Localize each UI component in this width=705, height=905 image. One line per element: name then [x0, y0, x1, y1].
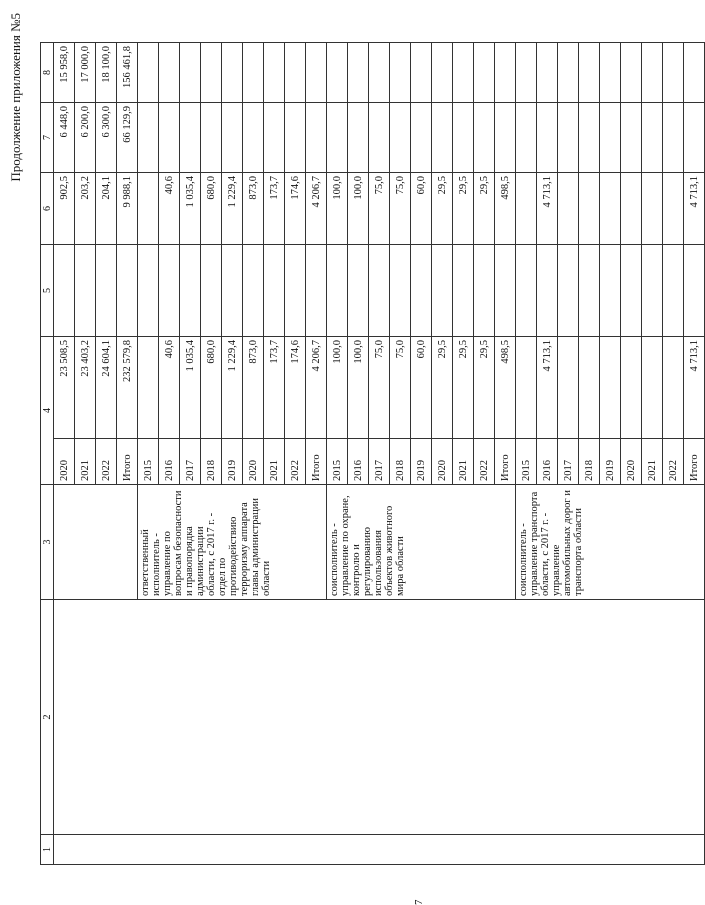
value-cell-c7: [558, 103, 579, 173]
value-cell-c8: [432, 43, 453, 103]
header-row: [41, 43, 54, 865]
value-cell-c8: [138, 43, 159, 103]
year-cell: Итого: [495, 439, 516, 485]
value-cell-c4: [138, 337, 159, 439]
value-cell-c7: [243, 103, 264, 173]
value-cell-c7: 6 300,0: [96, 103, 117, 173]
value-cell-c5: [180, 245, 201, 337]
executor-cell: соисполнитель - управление транспорта области, с 2017 г. - управление автомобильных дорог и транспорта области: [516, 485, 705, 600]
value-cell-c4: 173,7: [264, 337, 285, 439]
value-cell-c7: [453, 103, 474, 173]
value-cell-c4: [600, 337, 621, 439]
value-cell-c4: [642, 337, 663, 439]
value-cell-c5: [432, 245, 453, 337]
value-cell-c8: [306, 43, 327, 103]
value-cell-c6: 173,7: [264, 173, 285, 245]
page-number: 7: [413, 899, 425, 905]
value-cell-c5: [558, 245, 579, 337]
value-cell-c5: [516, 245, 537, 337]
value-cell-c8: [411, 43, 432, 103]
value-cell-c5: [495, 245, 516, 337]
value-cell-c6: [642, 173, 663, 245]
year-cell: 2017: [180, 439, 201, 485]
year-cell: 2015: [516, 439, 537, 485]
value-cell-c7: [264, 103, 285, 173]
value-cell-c5: [579, 245, 600, 337]
value-cell-c7: [663, 103, 684, 173]
value-cell-c6: [600, 173, 621, 245]
value-cell-c5: [138, 245, 159, 337]
value-cell-c4: 75,0: [390, 337, 411, 439]
value-cell-c4: [516, 337, 537, 439]
value-cell-c6: 498,5: [495, 173, 516, 245]
year-cell: 2020: [243, 439, 264, 485]
table-row: [54, 43, 75, 865]
value-cell-c7: [474, 103, 495, 173]
year-cell: 2019: [411, 439, 432, 485]
value-cell-c6: [621, 173, 642, 245]
value-cell-c5: [348, 245, 369, 337]
value-cell-c8: [684, 43, 705, 103]
value-cell-c8: [579, 43, 600, 103]
value-cell-c6: [516, 173, 537, 245]
value-cell-c5: [684, 245, 705, 337]
year-cell: 2018: [201, 439, 222, 485]
value-cell-c8: [285, 43, 306, 103]
value-cell-c4: 174,6: [285, 337, 306, 439]
value-cell-c7: [600, 103, 621, 173]
value-cell-c6: 29,5: [432, 173, 453, 245]
value-cell-c4: 498,5: [495, 337, 516, 439]
value-cell-c7: [201, 103, 222, 173]
value-cell-c7: [579, 103, 600, 173]
year-cell: Итого: [117, 439, 138, 485]
value-cell-c5: [474, 245, 495, 337]
value-cell-c7: 6 448,0: [54, 103, 75, 173]
value-cell-c4: [663, 337, 684, 439]
year-cell: 2022: [663, 439, 684, 485]
value-cell-c4: 680,0: [201, 337, 222, 439]
value-cell-c4: 24 604,1: [96, 337, 117, 439]
value-cell-c6: 902,5: [54, 173, 75, 245]
value-cell-c6: 60,0: [411, 173, 432, 245]
value-cell-c8: [264, 43, 285, 103]
value-cell-c6: 40,6: [159, 173, 180, 245]
value-cell-c4: [558, 337, 579, 439]
value-cell-c5: [264, 245, 285, 337]
year-cell: 2018: [579, 439, 600, 485]
value-cell-c6: 680,0: [201, 173, 222, 245]
value-cell-c5: [243, 245, 264, 337]
value-cell-c6: 75,0: [369, 173, 390, 245]
year-cell: 2020: [54, 439, 75, 485]
value-cell-c6: [663, 173, 684, 245]
value-cell-c7: 6 200,0: [75, 103, 96, 173]
value-cell-c5: [222, 245, 243, 337]
year-cell: 2017: [369, 439, 390, 485]
col1-cell: [54, 835, 705, 865]
value-cell-c8: [390, 43, 411, 103]
col-header-8: 8: [41, 43, 54, 103]
value-cell-c5: [369, 245, 390, 337]
value-cell-c8: [600, 43, 621, 103]
value-cell-c7: [138, 103, 159, 173]
value-cell-c5: [306, 245, 327, 337]
value-cell-c7: [537, 103, 558, 173]
executor-cell: ответственный исполнитель - управление по вопросам безопасности и правопорядка администрации области, с 2017 г. - отдел по противодействию терроризму аппарата главы администрации области: [138, 485, 327, 600]
value-cell-c8: [663, 43, 684, 103]
value-cell-c5: [411, 245, 432, 337]
value-cell-c7: [159, 103, 180, 173]
value-cell-c6: 4 713,1: [537, 173, 558, 245]
col-header-3: 3: [41, 485, 54, 600]
year-cell: 2015: [327, 439, 348, 485]
year-cell: 2019: [222, 439, 243, 485]
year-cell: 2015: [138, 439, 159, 485]
value-cell-c8: [159, 43, 180, 103]
value-cell-c6: 100,0: [348, 173, 369, 245]
value-cell-c8: 156 461,8: [117, 43, 138, 103]
value-cell-c6: 204,1: [96, 173, 117, 245]
value-cell-c7: [348, 103, 369, 173]
year-cell: Итого: [306, 439, 327, 485]
year-cell: 2022: [285, 439, 306, 485]
value-cell-c6: 75,0: [390, 173, 411, 245]
value-cell-c5: [159, 245, 180, 337]
value-cell-c4: 40,6: [159, 337, 180, 439]
col-header-2: 2: [41, 600, 54, 835]
value-cell-c5: [54, 245, 75, 337]
year-cell: 2021: [75, 439, 96, 485]
col-header-5: 5: [41, 245, 54, 337]
value-cell-c5: [453, 245, 474, 337]
value-cell-c4: [621, 337, 642, 439]
col-header-7: 7: [41, 103, 54, 173]
value-cell-c8: [369, 43, 390, 103]
value-cell-c7: [180, 103, 201, 173]
value-cell-c6: [579, 173, 600, 245]
value-cell-c4: 100,0: [348, 337, 369, 439]
col-header-4: 4: [41, 337, 54, 485]
col-header-1: 1: [41, 835, 54, 865]
value-cell-c5: [390, 245, 411, 337]
value-cell-c4: 29,5: [474, 337, 495, 439]
col-header-6: 6: [41, 173, 54, 245]
value-cell-c5: [327, 245, 348, 337]
value-cell-c4: 232 579,8: [117, 337, 138, 439]
value-cell-c4: 29,5: [453, 337, 474, 439]
value-cell-c6: 873,0: [243, 173, 264, 245]
value-cell-c4: 4 713,1: [537, 337, 558, 439]
value-cell-c6: 100,0: [327, 173, 348, 245]
value-cell-c8: [642, 43, 663, 103]
value-cell-c6: 29,5: [453, 173, 474, 245]
year-cell: 2021: [264, 439, 285, 485]
value-cell-c4: 60,0: [411, 337, 432, 439]
value-cell-c7: [306, 103, 327, 173]
year-cell: 2020: [621, 439, 642, 485]
value-cell-c8: [495, 43, 516, 103]
value-cell-c4: 23 508,5: [54, 337, 75, 439]
value-cell-c7: 66 129,9: [117, 103, 138, 173]
value-cell-c8: [474, 43, 495, 103]
year-cell: 2021: [642, 439, 663, 485]
value-cell-c8: [243, 43, 264, 103]
year-cell: 2022: [96, 439, 117, 485]
value-cell-c7: [495, 103, 516, 173]
value-cell-c8: 15 958,0: [54, 43, 75, 103]
year-cell: 2016: [537, 439, 558, 485]
value-cell-c4: 1 035,4: [180, 337, 201, 439]
value-cell-c8: [348, 43, 369, 103]
value-cell-c8: [558, 43, 579, 103]
value-cell-c6: 203,2: [75, 173, 96, 245]
value-cell-c6: 29,5: [474, 173, 495, 245]
value-cell-c7: [327, 103, 348, 173]
value-cell-c6: [558, 173, 579, 245]
value-cell-c6: 174,6: [285, 173, 306, 245]
value-cell-c6: 9 988,1: [117, 173, 138, 245]
year-cell: 2016: [348, 439, 369, 485]
value-cell-c5: [642, 245, 663, 337]
year-cell: 2019: [600, 439, 621, 485]
value-cell-c7: [222, 103, 243, 173]
executor-cell: [54, 485, 138, 600]
value-cell-c5: [117, 245, 138, 337]
value-cell-c8: [201, 43, 222, 103]
value-cell-c4: [579, 337, 600, 439]
value-cell-c7: [642, 103, 663, 173]
value-cell-c5: [285, 245, 306, 337]
value-cell-c4: 75,0: [369, 337, 390, 439]
value-cell-c8: [327, 43, 348, 103]
table-body: [54, 43, 705, 865]
value-cell-c4: 4 206,7: [306, 337, 327, 439]
value-cell-c8: 18 100,0: [96, 43, 117, 103]
value-cell-c4: 23 403,2: [75, 337, 96, 439]
value-cell-c4: 4 713,1: [684, 337, 705, 439]
value-cell-c8: 17 000,0: [75, 43, 96, 103]
value-cell-c4: 29,5: [432, 337, 453, 439]
value-cell-c5: [663, 245, 684, 337]
value-cell-c6: 4 206,7: [306, 173, 327, 245]
value-cell-c8: [516, 43, 537, 103]
value-cell-c5: [96, 245, 117, 337]
value-cell-c4: 873,0: [243, 337, 264, 439]
value-cell-c5: [600, 245, 621, 337]
value-cell-c7: [516, 103, 537, 173]
value-cell-c7: [390, 103, 411, 173]
value-cell-c7: [285, 103, 306, 173]
value-cell-c5: [75, 245, 96, 337]
value-cell-c7: [369, 103, 390, 173]
value-cell-c7: [621, 103, 642, 173]
value-cell-c7: [432, 103, 453, 173]
value-cell-c5: [201, 245, 222, 337]
year-cell: 2021: [453, 439, 474, 485]
executor-cell: соисполнитель - управление по охране, контролю и регулированию использования объектов животного мира области: [327, 485, 516, 600]
value-cell-c8: [621, 43, 642, 103]
value-cell-c8: [222, 43, 243, 103]
continuation-title: Продолжение приложения №5: [8, 13, 23, 182]
value-cell-c8: [453, 43, 474, 103]
value-cell-c6: 1 229,4: [222, 173, 243, 245]
year-cell: Итого: [684, 439, 705, 485]
year-cell: 2020: [432, 439, 453, 485]
value-cell-c5: [621, 245, 642, 337]
value-cell-c4: 100,0: [327, 337, 348, 439]
value-cell-c6: 1 035,4: [180, 173, 201, 245]
year-cell: 2022: [474, 439, 495, 485]
value-cell-c6: 4 713,1: [684, 173, 705, 245]
value-cell-c8: [180, 43, 201, 103]
budget-table: [40, 42, 705, 865]
year-cell: 2018: [390, 439, 411, 485]
value-cell-c7: [411, 103, 432, 173]
col2-cell: [54, 600, 705, 835]
value-cell-c7: [684, 103, 705, 173]
value-cell-c8: [537, 43, 558, 103]
value-cell-c5: [537, 245, 558, 337]
year-cell: 2017: [558, 439, 579, 485]
value-cell-c4: 1 229,4: [222, 337, 243, 439]
year-cell: 2016: [159, 439, 180, 485]
value-cell-c6: [138, 173, 159, 245]
